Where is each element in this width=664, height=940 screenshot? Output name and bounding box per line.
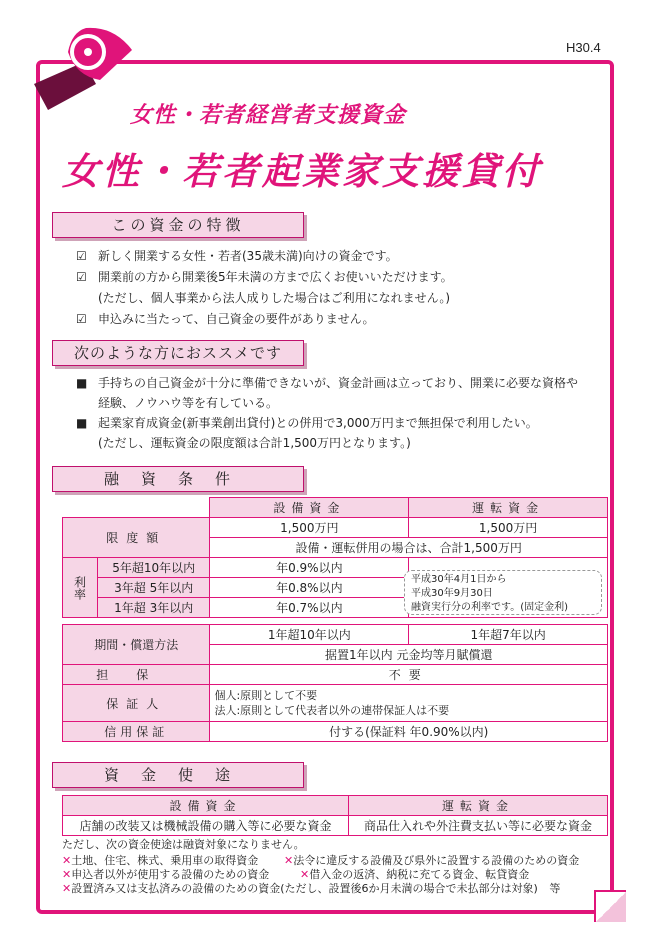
collateral-value: 不要 — [210, 665, 608, 685]
credit-value: 付する(保証料 年0.90%以内) — [210, 722, 608, 742]
rate-value: 年0.9%以内 — [210, 558, 409, 578]
period-operating: 1年超7年以内 — [409, 625, 608, 645]
limit-operating: 1,500万円 — [409, 518, 608, 538]
square-bullet-icon: ■ — [76, 376, 88, 390]
cross-icon: ✕ — [62, 882, 72, 895]
collateral-label: 担保 — [63, 665, 210, 685]
period-equipment: 1年超10年以内 — [210, 625, 409, 645]
rate-value: 年0.8%以内 — [210, 578, 409, 598]
version-label: H30.4 — [566, 40, 601, 55]
rate-value: 年0.7%以内 — [210, 598, 409, 618]
uses-heading: 資金使途 — [52, 762, 304, 788]
exclusion-item: ✕借入金の返済、納税に充てる資金、転貸資金 — [300, 868, 530, 881]
period-label: 期間・償還方法 — [63, 625, 210, 665]
exclusion-item: ✕法令に違反する設備及び県外に設置する設備のための資金 — [284, 854, 580, 867]
cross-icon: ✕ — [62, 854, 72, 867]
equipment-use: 店舗の改装又は機械設備の購入等に必要な資金 — [63, 816, 349, 836]
period-method: 据置1年以内 元金均等月賦償還 — [210, 645, 608, 665]
credit-label: 信用保証 — [63, 722, 210, 742]
checkbox-icon: ☑ — [76, 312, 87, 326]
guarantor-label: 保証人 — [63, 685, 210, 722]
square-bullet-icon: ■ — [76, 416, 88, 430]
rate-term: 5年超10年以内 — [98, 558, 210, 578]
limit-combined: 設備・運転併用の場合は、合計1,500万円 — [210, 538, 608, 558]
checkbox-icon: ☑ — [76, 249, 87, 263]
uses-table — [62, 795, 608, 836]
exclusion-item: ✕土地、住宅、株式、乗用車の取得資金 — [62, 854, 259, 867]
recommend-item-cont: 経験、ノウハウ等を有している。 — [98, 396, 279, 410]
exclusion-item: ✕申込者以外が使用する設備のための資金 — [62, 868, 270, 881]
recommend-item: ■ 手持ちの自己資金が十分に準備できないが、資金計画は立っており、開業に必要な資格や — [76, 376, 579, 390]
col-operating: 運転資金 — [409, 498, 608, 518]
feature-note: (ただし、個人事業から法人成りした場合はご利用になれません。) — [98, 291, 451, 305]
page-title: 女性・若者起業家支援貸付 — [62, 150, 542, 193]
conditions-table — [62, 497, 608, 742]
limit-equipment: 1,500万円 — [210, 518, 409, 538]
checkbox-icon: ☑ — [76, 270, 87, 284]
conditions-heading: 融資条件 — [52, 466, 304, 492]
rate-label: 利率 — [63, 558, 98, 618]
exclusion-item: ✕設置済み又は支払済みの設備のための資金(ただし、設置後6か月未満の場合で未払部分は対象) 等 — [62, 882, 561, 895]
subtitle: 女性・若者経営者支援資金 — [130, 103, 407, 128]
feature-item: ☑ 申込みに当たって、自己資金の要件がありません。 — [76, 312, 375, 326]
recommend-item: ■ 起業家育成資金(新事業創出貸付)との併用で3,000万円まで無担保で利用したい。 — [76, 416, 538, 430]
rate-note: 平成30年4月1日から 平成30年9月30日 融資実行分の利率です。(固定金利) — [404, 570, 602, 615]
cross-icon: ✕ — [300, 868, 310, 881]
page-fold-corner — [594, 890, 626, 922]
guarantor-value: 個人:原則として不要 法人:原則として代表者以外の連帯保証人は不要 — [210, 685, 608, 722]
cross-icon: ✕ — [284, 854, 294, 867]
feature-item: ☑ 開業前の方から開業後5年未満の方まで広くお使いいただけます。 — [76, 270, 453, 284]
uses-col-equipment: 設備資金 — [63, 796, 349, 816]
operating-use: 商品仕入れや外注費支払い等に必要な資金 — [348, 816, 607, 836]
uses-col-operating: 運転資金 — [348, 796, 607, 816]
exclusion-intro: ただし、次の資金使途は融資対象になりません。 — [62, 838, 305, 851]
features-heading: この資金の特徴 — [52, 212, 304, 238]
rate-term: 1年超 3年以内 — [98, 598, 210, 618]
cross-icon: ✕ — [62, 868, 72, 881]
recommend-heading: 次のような方におススメです — [52, 340, 304, 366]
feature-item: ☑ 新しく開業する女性・若者(35歳未満)向けの資金です。 — [76, 249, 398, 263]
limit-label: 限度額 — [63, 518, 210, 558]
col-equipment: 設備資金 — [210, 498, 409, 518]
recommend-note: (ただし、運転資金の限度額は合計1,500万円となります。) — [98, 436, 411, 450]
rate-term: 3年超 5年以内 — [98, 578, 210, 598]
